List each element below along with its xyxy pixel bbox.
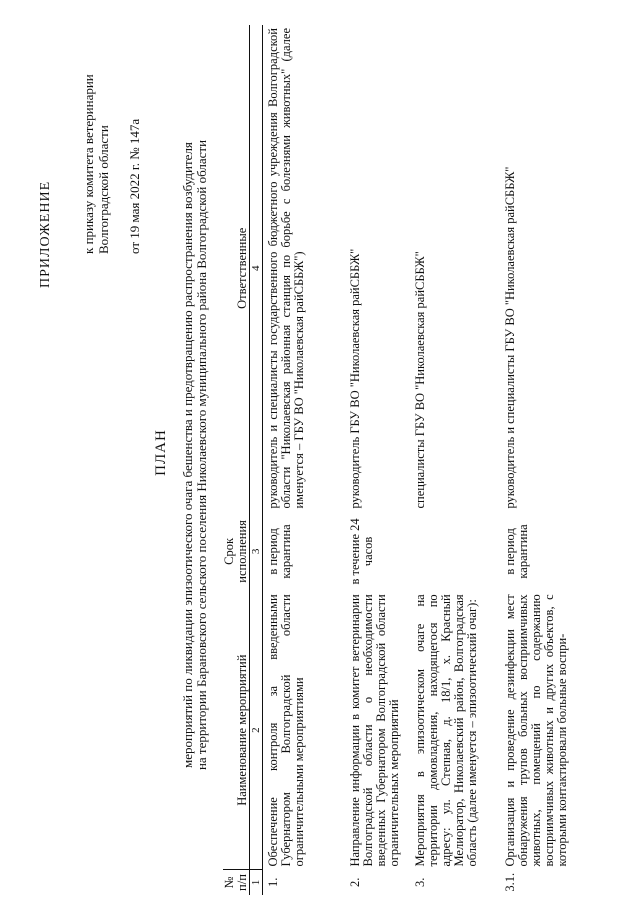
plan-subtitle-line2: на территории Барановского сельского поселения Николаевского муниципального района Волгоградской области: [194, 139, 209, 771]
row-term: [410, 512, 500, 592]
row-number: 2.: [347, 877, 362, 887]
row-responsible: руководитель ГБУ ВО "Николаевская райСББЖ": [347, 248, 362, 509]
row-term: в период карантина: [266, 524, 293, 579]
col-number-3: 3: [250, 512, 263, 592]
row-name: Обеспечение контроля за введенными Губернатором Волгоградской области ограничительными мероприятиями: [266, 594, 306, 867]
table-row: [410, 25, 500, 895]
col-number-1: 1: [250, 870, 263, 895]
col-header-name: Наименование мероприятий: [223, 591, 250, 869]
table-row: [500, 25, 570, 895]
row-name: Организация и проведение дезинфекции мест обнаружения трупов больных восприимчивых животных, помещений по содержанию восприимчивых животных и других объектов, с которыми контактировали больные воспри-: [502, 594, 569, 867]
table-header-row: [223, 25, 250, 895]
appendix-order-date: от 19 мая 2022 г. № 147а: [127, 118, 142, 254]
table-row: [263, 25, 345, 895]
plan-title: ПЛАН: [153, 429, 169, 476]
row-term: в период карантина: [502, 524, 530, 579]
row-responsible: руководитель и специалисты государственного бюджетного учреждения Волгоградской области "Николаевская районная станция по борьбе с болезнями животных" (далее именуется – ГБУ ВО "Николаевская райСББЖ"): [266, 28, 306, 509]
table-row: [345, 25, 410, 895]
row-name: Мероприятия в эпизоотическом очаге на территории домовладения, находящегося по адресу: ул. Степная, д. 18/1, х. Красный Мелиоратор, Николаевский район, Волгоградская область (далее именуется – эпизоотический очаг):: [412, 594, 479, 867]
column-number-row: [250, 25, 263, 895]
row-responsible: специалисты ГБУ ВО "Николаевская райСББЖ": [412, 251, 427, 509]
row-responsible: руководитель и специалисты ГБУ ВО "Николаевская райСББЖ": [502, 166, 517, 509]
col-header-term: Срок исполнения: [223, 512, 250, 592]
col-number-2: 2: [250, 591, 263, 869]
appendix-title: ПРИЛОЖЕНИЕ: [38, 180, 53, 288]
appendix-order-line1: к приказу комитета ветеринарии: [81, 74, 96, 254]
col-header-number: № п/п: [223, 870, 250, 895]
row-number: 3.1.: [502, 872, 517, 892]
measures-table: [223, 25, 570, 895]
plan-subtitle: [181, 65, 209, 845]
col-number-4: 4: [250, 25, 263, 512]
row-term: в течение 24 часов: [347, 518, 375, 585]
appendix-order-line2: Волгоградской области: [96, 125, 111, 254]
row-number: 1.: [266, 877, 280, 887]
col-header-responsible: Ответственные: [223, 25, 250, 512]
plan-subtitle-line1: мероприятий по ликвидации эпизоотического очага бешенства и предотвращению распространения возбудителя: [180, 142, 195, 768]
row-number: 3.: [412, 877, 427, 887]
row-name: Направление информации в комитет ветеринарии Волгоградской области о необходимости введенных Губернатором Волгоградской области ограничительных мероприятий: [347, 594, 401, 867]
